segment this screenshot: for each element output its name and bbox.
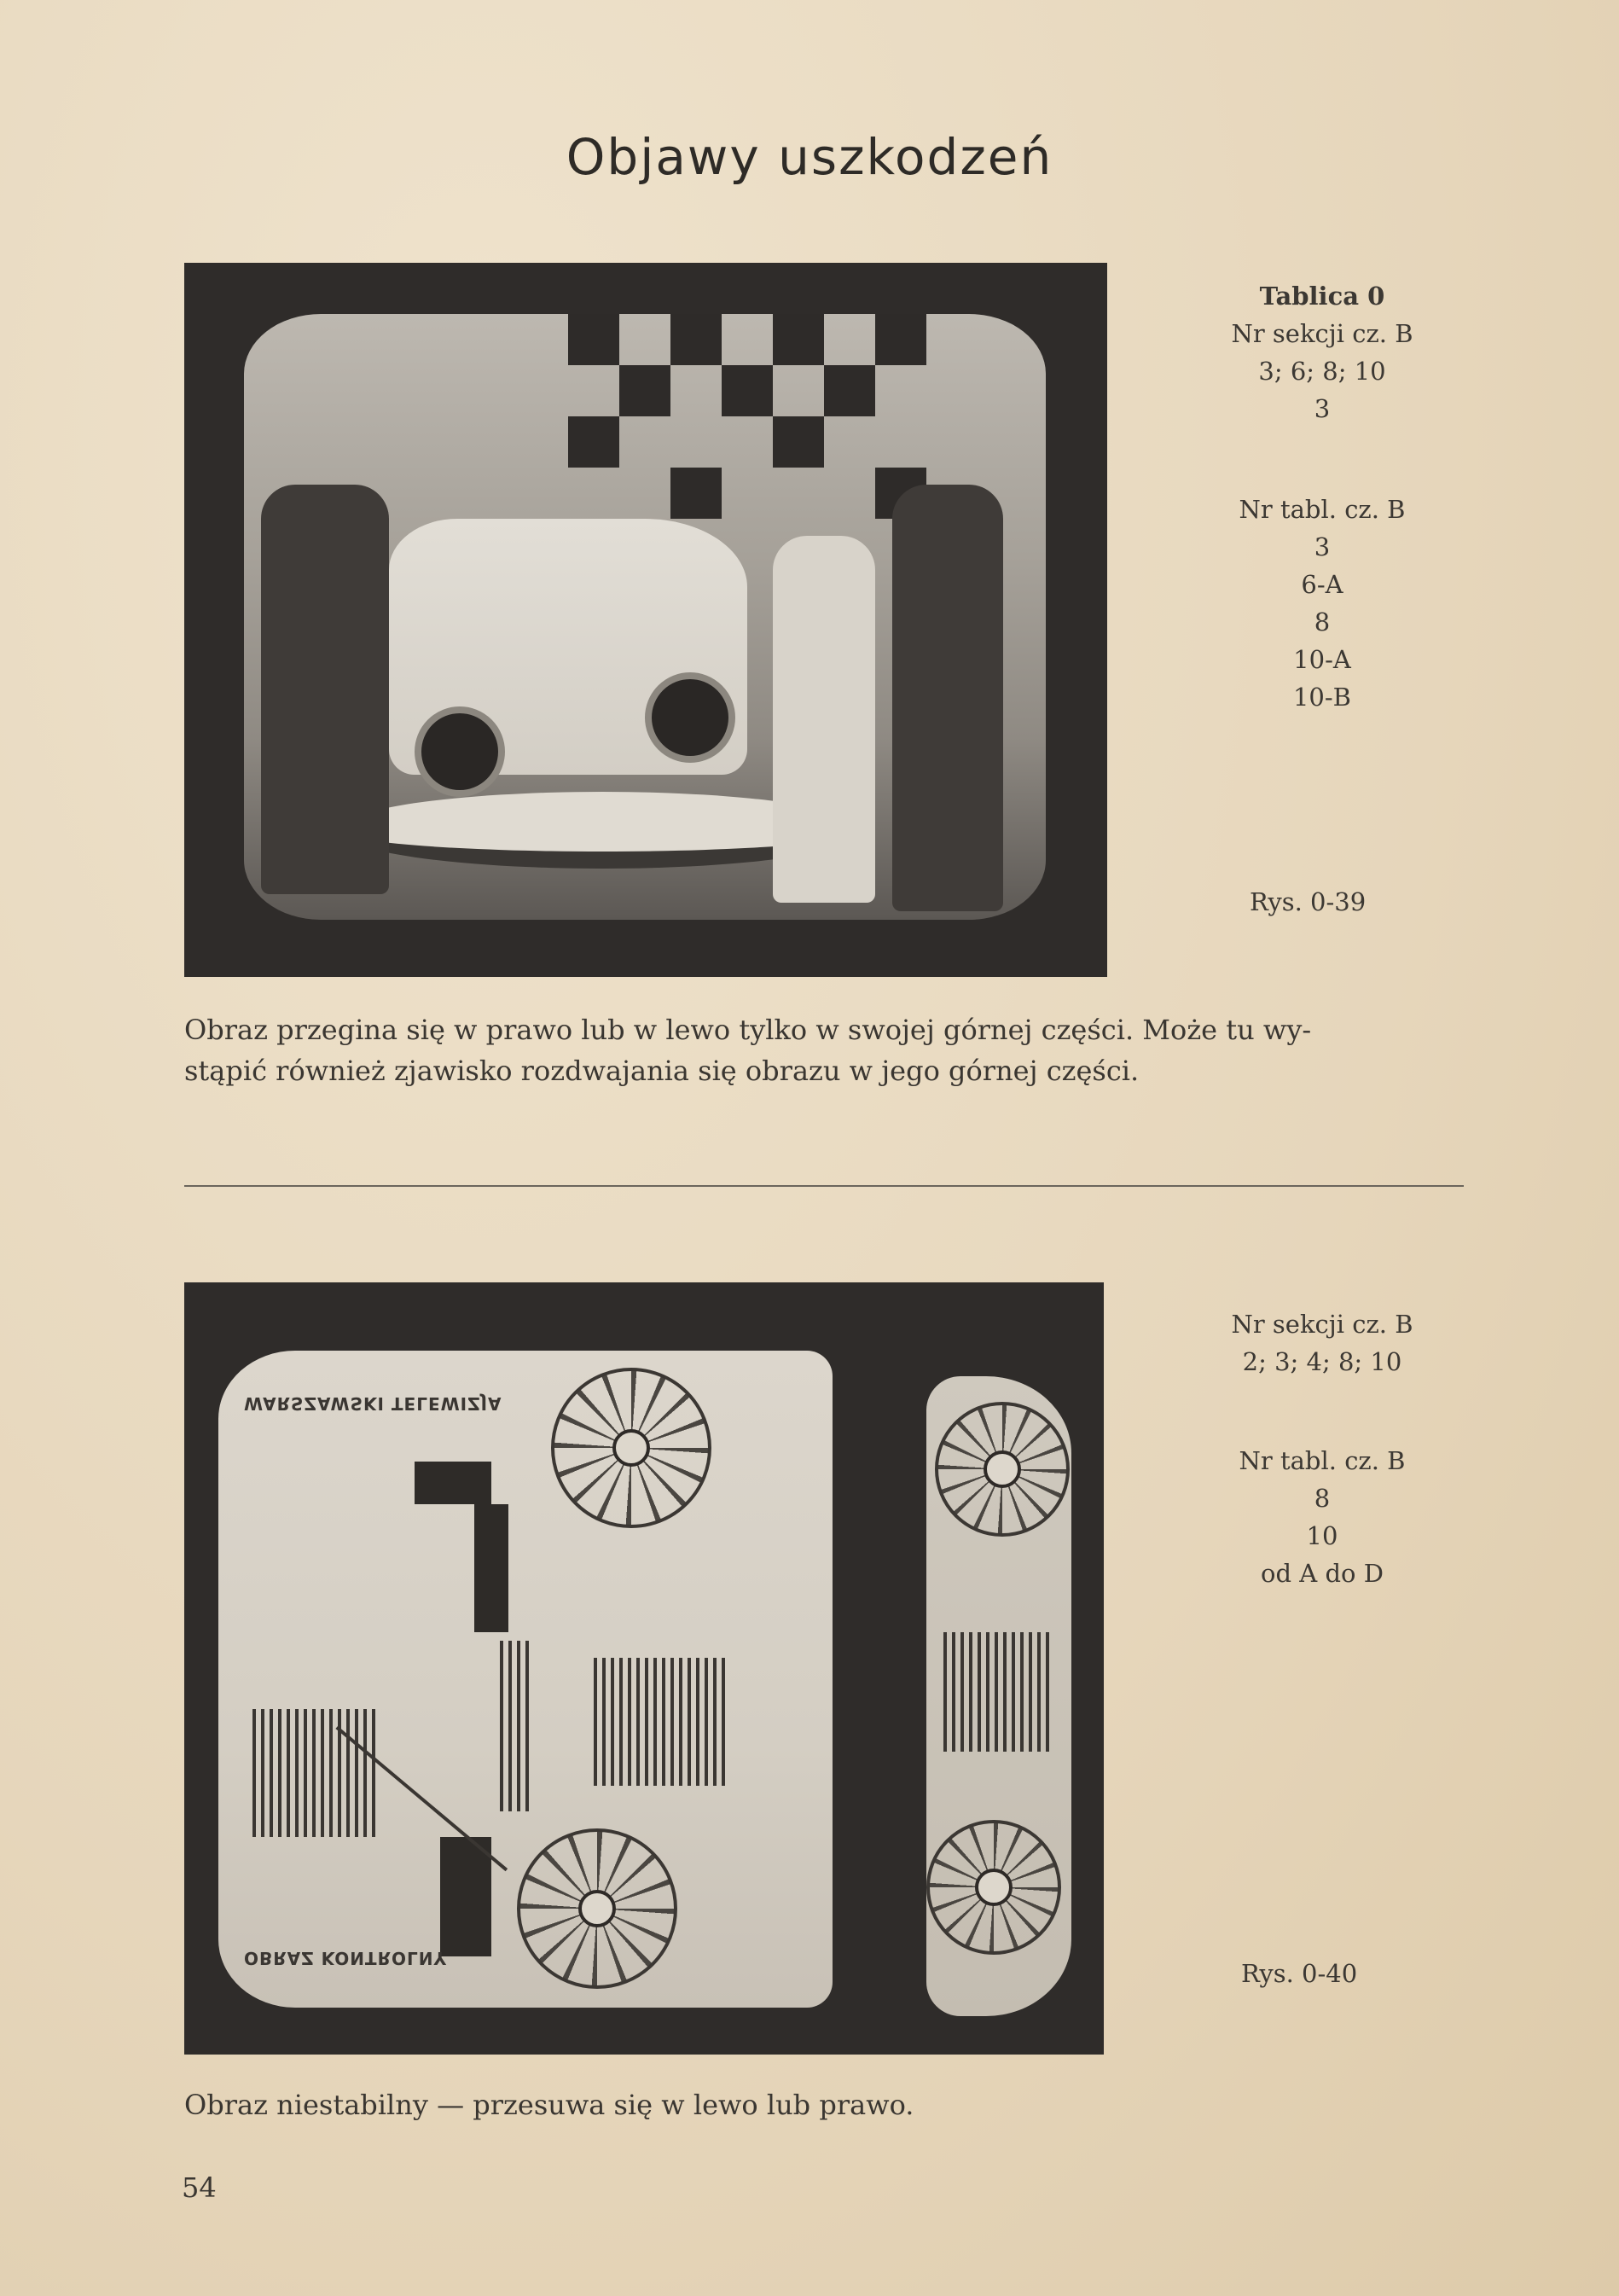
fig2-section-info [1177,1305,1467,1381]
page-number: 54 [182,2171,217,2204]
table-label: Nr tabl. cz. B [1239,495,1406,524]
table-value: 10-B [1292,683,1351,712]
test-pattern-shifted [926,1376,1071,2016]
section-label: Nr sekcji cz. B [1231,319,1413,348]
pattern-lines [943,1632,1054,1752]
pattern-text-bottom: OBRAZ KONTROLNY [244,1948,447,1968]
page-title: Objawy uszkodzeń [566,128,1053,186]
table-value: 6-A [1301,570,1343,599]
test-pattern-wheel [935,1402,1070,1537]
section-divider [184,1185,1464,1187]
fig1-section-info [1160,277,1484,427]
section-value: 3 [1314,394,1331,423]
table-heading: Tablica 0 [1259,282,1385,311]
person-silhouette [773,536,875,903]
pattern-text-top: WARSZAWSKI TELEWIZJA [244,1393,502,1414]
table-value: 8 [1314,1484,1331,1513]
fig2-table-info [1177,1442,1467,1592]
table-value: 8 [1314,607,1331,636]
person-silhouette [892,485,1003,911]
car-wheel [645,672,735,763]
test-pattern-wheel [926,1820,1061,1955]
table-value: 10-A [1293,645,1351,674]
fig1-table-info [1177,491,1467,716]
pattern-block [474,1504,508,1632]
table-value: od A do D [1261,1559,1384,1588]
test-pattern-main [218,1351,833,2008]
figure-label: Rys. 0-39 [1250,887,1367,916]
section-value: 2; 3; 4; 8; 10 [1242,1347,1402,1376]
car-wheel [415,706,505,797]
caption-line: stąpić również zjawisko rozdwajania się obrazu w jego górnej części. [184,1055,1140,1087]
tv-screen [244,314,1046,920]
pattern-lines [252,1709,380,1837]
test-pattern-wheel [551,1368,711,1528]
section-value: 3; 6; 8; 10 [1258,357,1386,386]
figure-label: Rys. 0-40 [1241,1959,1358,1988]
pattern-lines [594,1658,730,1786]
fig1-caption [184,1009,1464,1091]
test-pattern-wheel [517,1828,677,1989]
pattern-block [415,1462,491,1504]
photo-fig-0-39 [184,263,1107,977]
photo-fig-0-40 [184,1282,1104,2055]
pattern-block [440,1837,491,1956]
table-label: Nr tabl. cz. B [1239,1446,1406,1475]
section-label: Nr sekcji cz. B [1231,1310,1413,1339]
pattern-lines [500,1641,534,1811]
fig2-caption: Obraz niestabilny — przesuwa się w lewo lub prawo. [184,2089,914,2121]
table-value: 3 [1314,532,1331,561]
caption-line: Obraz przegina się w prawo lub w lewo tylko w swojej górnej części. Może tu wy- [184,1014,1312,1046]
person-silhouette [261,485,389,894]
table-value: 10 [1306,1521,1338,1550]
